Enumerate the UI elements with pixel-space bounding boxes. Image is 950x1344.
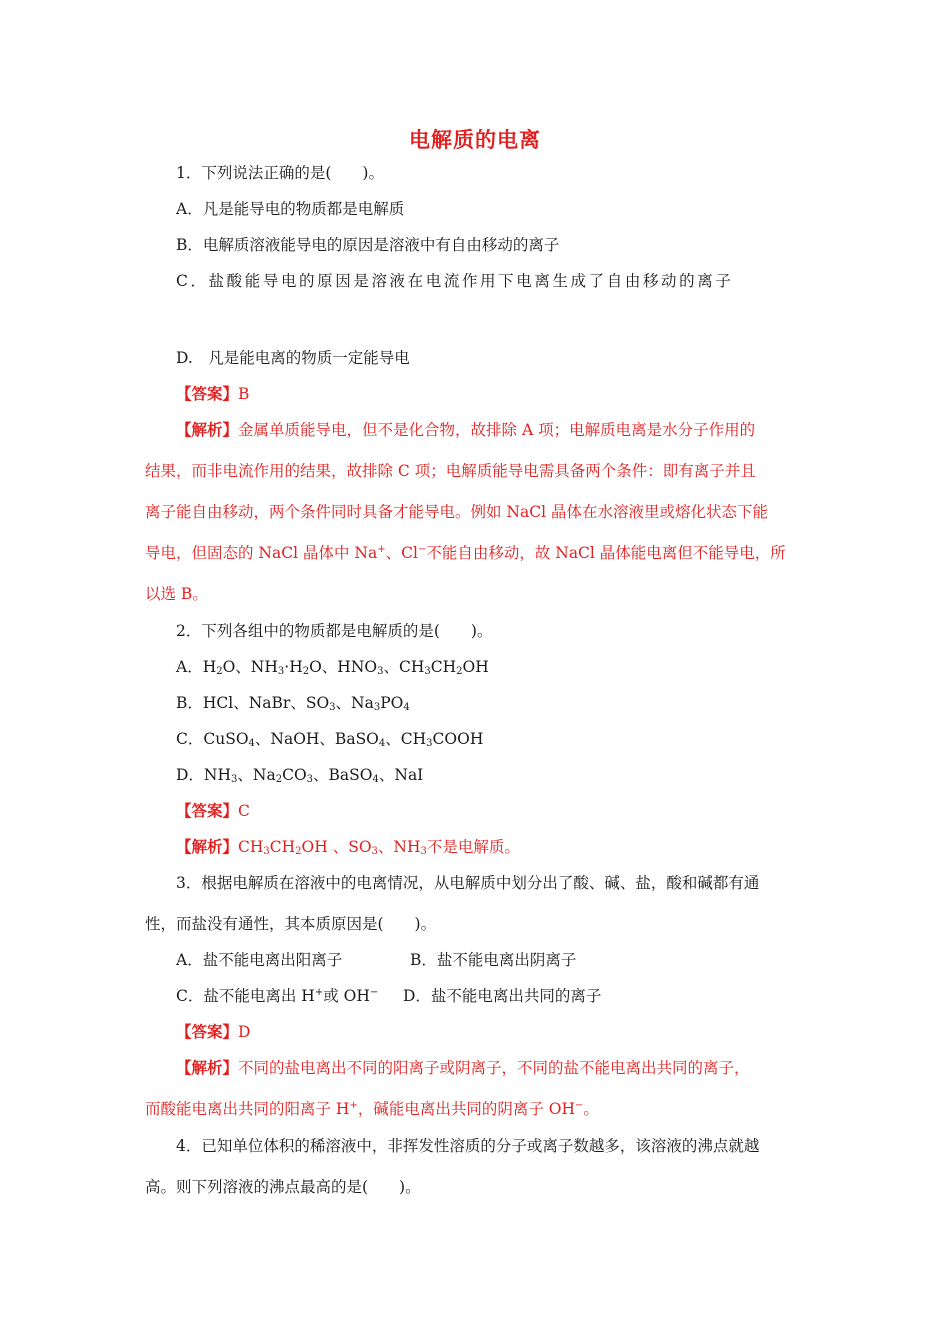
q3-stem-line-1: 3．根据电解质在溶液中的电离情况，从电解质中划分出了酸、碱、盐，酸和碱都有通 <box>176 874 760 892</box>
q1-option-d: D. 凡是能电离的物质一定能导电 <box>176 349 410 367</box>
q1-option-c: C．盐酸能导电的原因是溶液在电流作用下电离生成了自由移动的离子 <box>176 272 734 290</box>
analysis-label: 【解析】 <box>176 837 239 856</box>
page-title: 电解质的电离 <box>409 127 541 152</box>
q3-option-b: B．盐不能电离出阴离子 <box>410 951 577 969</box>
analysis-label: 【解析】 <box>176 1058 239 1077</box>
q3-analysis-line-1: 【解析】不同的盐电离出不同的阳离子或阴离子，不同的盐不能电离出共同的离子， <box>176 1058 750 1077</box>
q4-stem-line-1: 4．已知单位体积的稀溶液中，非挥发性溶质的分子或离子数越多，该溶液的沸点就越 <box>176 1137 760 1155</box>
q2-option-d: D．$NH_3$、$Na_2CO_3$、BaSO$_4$、NaI <box>176 766 424 785</box>
q1-stem: 1．下列说法正确的是( )。 <box>176 164 384 182</box>
answer-label: 【答案】 <box>176 384 239 403</box>
q2-option-a: A．$H_2O$、$NH_3\cdot H_2O$、$HNO_3$、$CH_3CH_2OH$ <box>176 658 489 677</box>
q2-option-b: B．HCl、NaBr、$SO_3$、$Na_3PO_4$ <box>176 694 410 713</box>
q1-analysis-line-3: 离子能自由移动，两个条件同时具备才能导电。例如 NaCl 晶体在水溶液里或熔化状态下能 <box>145 503 768 521</box>
answer-value: C <box>238 802 250 820</box>
q4-stem-line-2: 高。则下列溶液的沸点最高的是( )。 <box>145 1178 421 1196</box>
q3-option-a: A．盐不能电离出阳离子 <box>176 951 343 969</box>
answer-value: B <box>238 385 250 403</box>
q2-analysis: 【解析】$CH_3CH_2OH$ 、$SO_3$、$NH_3$不是电解质。 <box>176 837 520 857</box>
analysis-label: 【解析】 <box>176 420 239 439</box>
q1-analysis-line-1: 【解析】金属单质能导电，但不是化合物，故排除 A 项；电解质电离是水分子作用的 <box>176 420 756 439</box>
q2-answer <box>176 801 250 821</box>
q3-answer <box>176 1022 250 1042</box>
answer-label: 【答案】 <box>176 1022 239 1041</box>
q3-analysis-line-2: 而酸能电离出共同的阳离子 H+，碱能电离出共同的阴离子 OH−。 <box>145 1100 599 1118</box>
q3-option-c: C．盐不能电离出 H+或 OH− <box>176 987 379 1005</box>
answer-value: D <box>238 1023 251 1041</box>
q1-option-b: B．电解质溶液能导电的原因是溶液中有自由移动的离子 <box>176 236 560 254</box>
q2-stem: 2．下列各组中的物质都是电解质的是( )。 <box>176 622 493 640</box>
q2-option-c: C．CuSO$_4$、NaOH、BaSO$_4$、$CH_3COOH$ <box>176 730 484 749</box>
q3-option-d: D．盐不能电离出共同的离子 <box>403 987 602 1005</box>
q1-answer <box>176 384 249 404</box>
q1-analysis-line-2: 结果，而非电流作用的结果，故排除 C 项；电解质能导电需具备两个条件：即有离子并且 <box>145 462 756 480</box>
q1-option-a: A．凡是能导电的物质都是电解质 <box>176 200 405 218</box>
q3-stem-line-2: 性，而盐没有通性，其本质原因是( )。 <box>145 915 437 933</box>
q1-analysis-line-4: 导电，但固态的 NaCl 晶体中 Na+、Cl−不能自由移动，故 NaCl 晶体能电离但不能导电，所 <box>145 544 786 562</box>
answer-label: 【答案】 <box>176 801 239 820</box>
q1-analysis-line-5: 以选 B。 <box>145 585 208 603</box>
